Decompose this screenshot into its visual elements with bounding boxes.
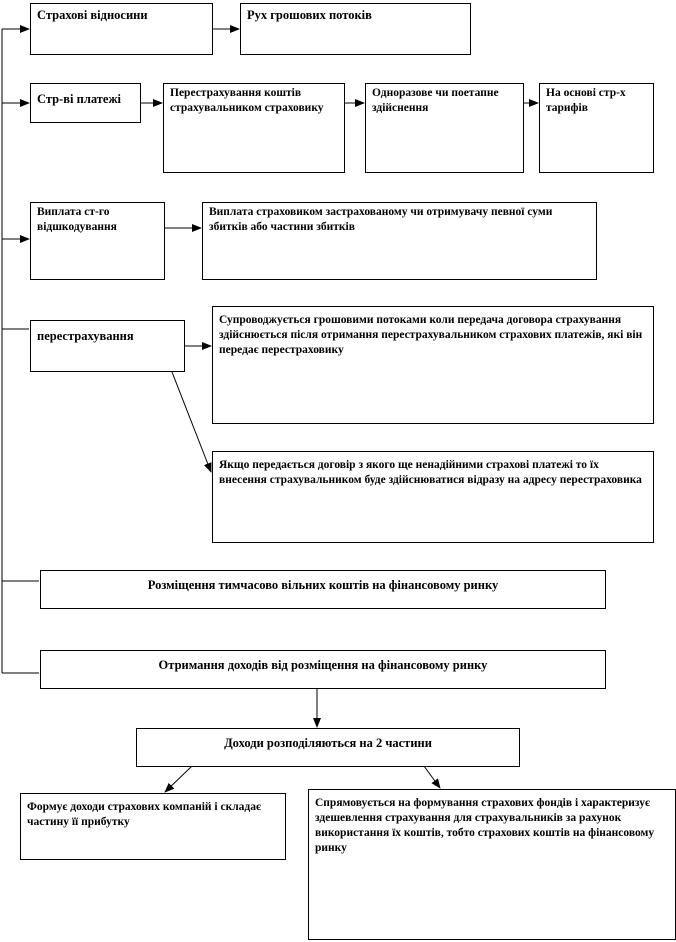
- insurance-relations-box: Страхові відносини: [30, 3, 213, 55]
- compensation-payment-box: Виплата ст-го відшкодування: [30, 202, 165, 280]
- income-split-box: Доходи розподіляються на 2 частини: [136, 728, 520, 767]
- placement-income-box: Отримання доходів від розміщення на фінансовому ринку: [40, 650, 606, 689]
- insurance-funds-formation-box: Спрямовується на формування страхових фондів і характеризує здешевлення страхування для страхувальників за рахунок використання їх коштів, тобто страхових коштів на фінансовому ринку: [308, 789, 676, 940]
- cash-flow-box: Рух грошових потоків: [240, 3, 471, 55]
- funds-placement-box: Розміщення тимчасово вільних коштів на фінансовому ринку: [40, 570, 606, 609]
- company-income-box: Формує доходи страхових компаній і складає частину її прибутку: [20, 793, 286, 860]
- split-to-company-arrow: [165, 766, 192, 792]
- reinsurance-unreliable-box: Якщо передається договір з якого ще ненадійними страхові платежі то їх внесення страхувальником буде здійснюватися відразу на адресу перестраховика: [212, 451, 654, 543]
- tariff-basis-box: На основі стр-х тарифів: [539, 83, 654, 173]
- reinsurance-funds-box: Перестрахування коштів страхувальником страховику: [163, 83, 345, 173]
- reinsurance-to-unreliable-arrow: [172, 372, 211, 472]
- reinsurance-box: перестрахування: [30, 320, 185, 372]
- insurance-payments-box: Стр-ві платежі: [30, 83, 141, 123]
- split-to-funds-arrow: [424, 766, 440, 788]
- reinsurance-accompanied-box: Супроводжується грошовими потоками коли передача договора страхування здійснюється після отримання перестрахувальником страхових платежів, які він передає перестраховику: [212, 306, 654, 424]
- payment-mode-box: Одноразове чи поетапне здійснення: [365, 83, 524, 173]
- compensation-description-box: Виплата страховиком застрахованому чи отримувачу певної суми збитків або частини збитків: [202, 202, 597, 280]
